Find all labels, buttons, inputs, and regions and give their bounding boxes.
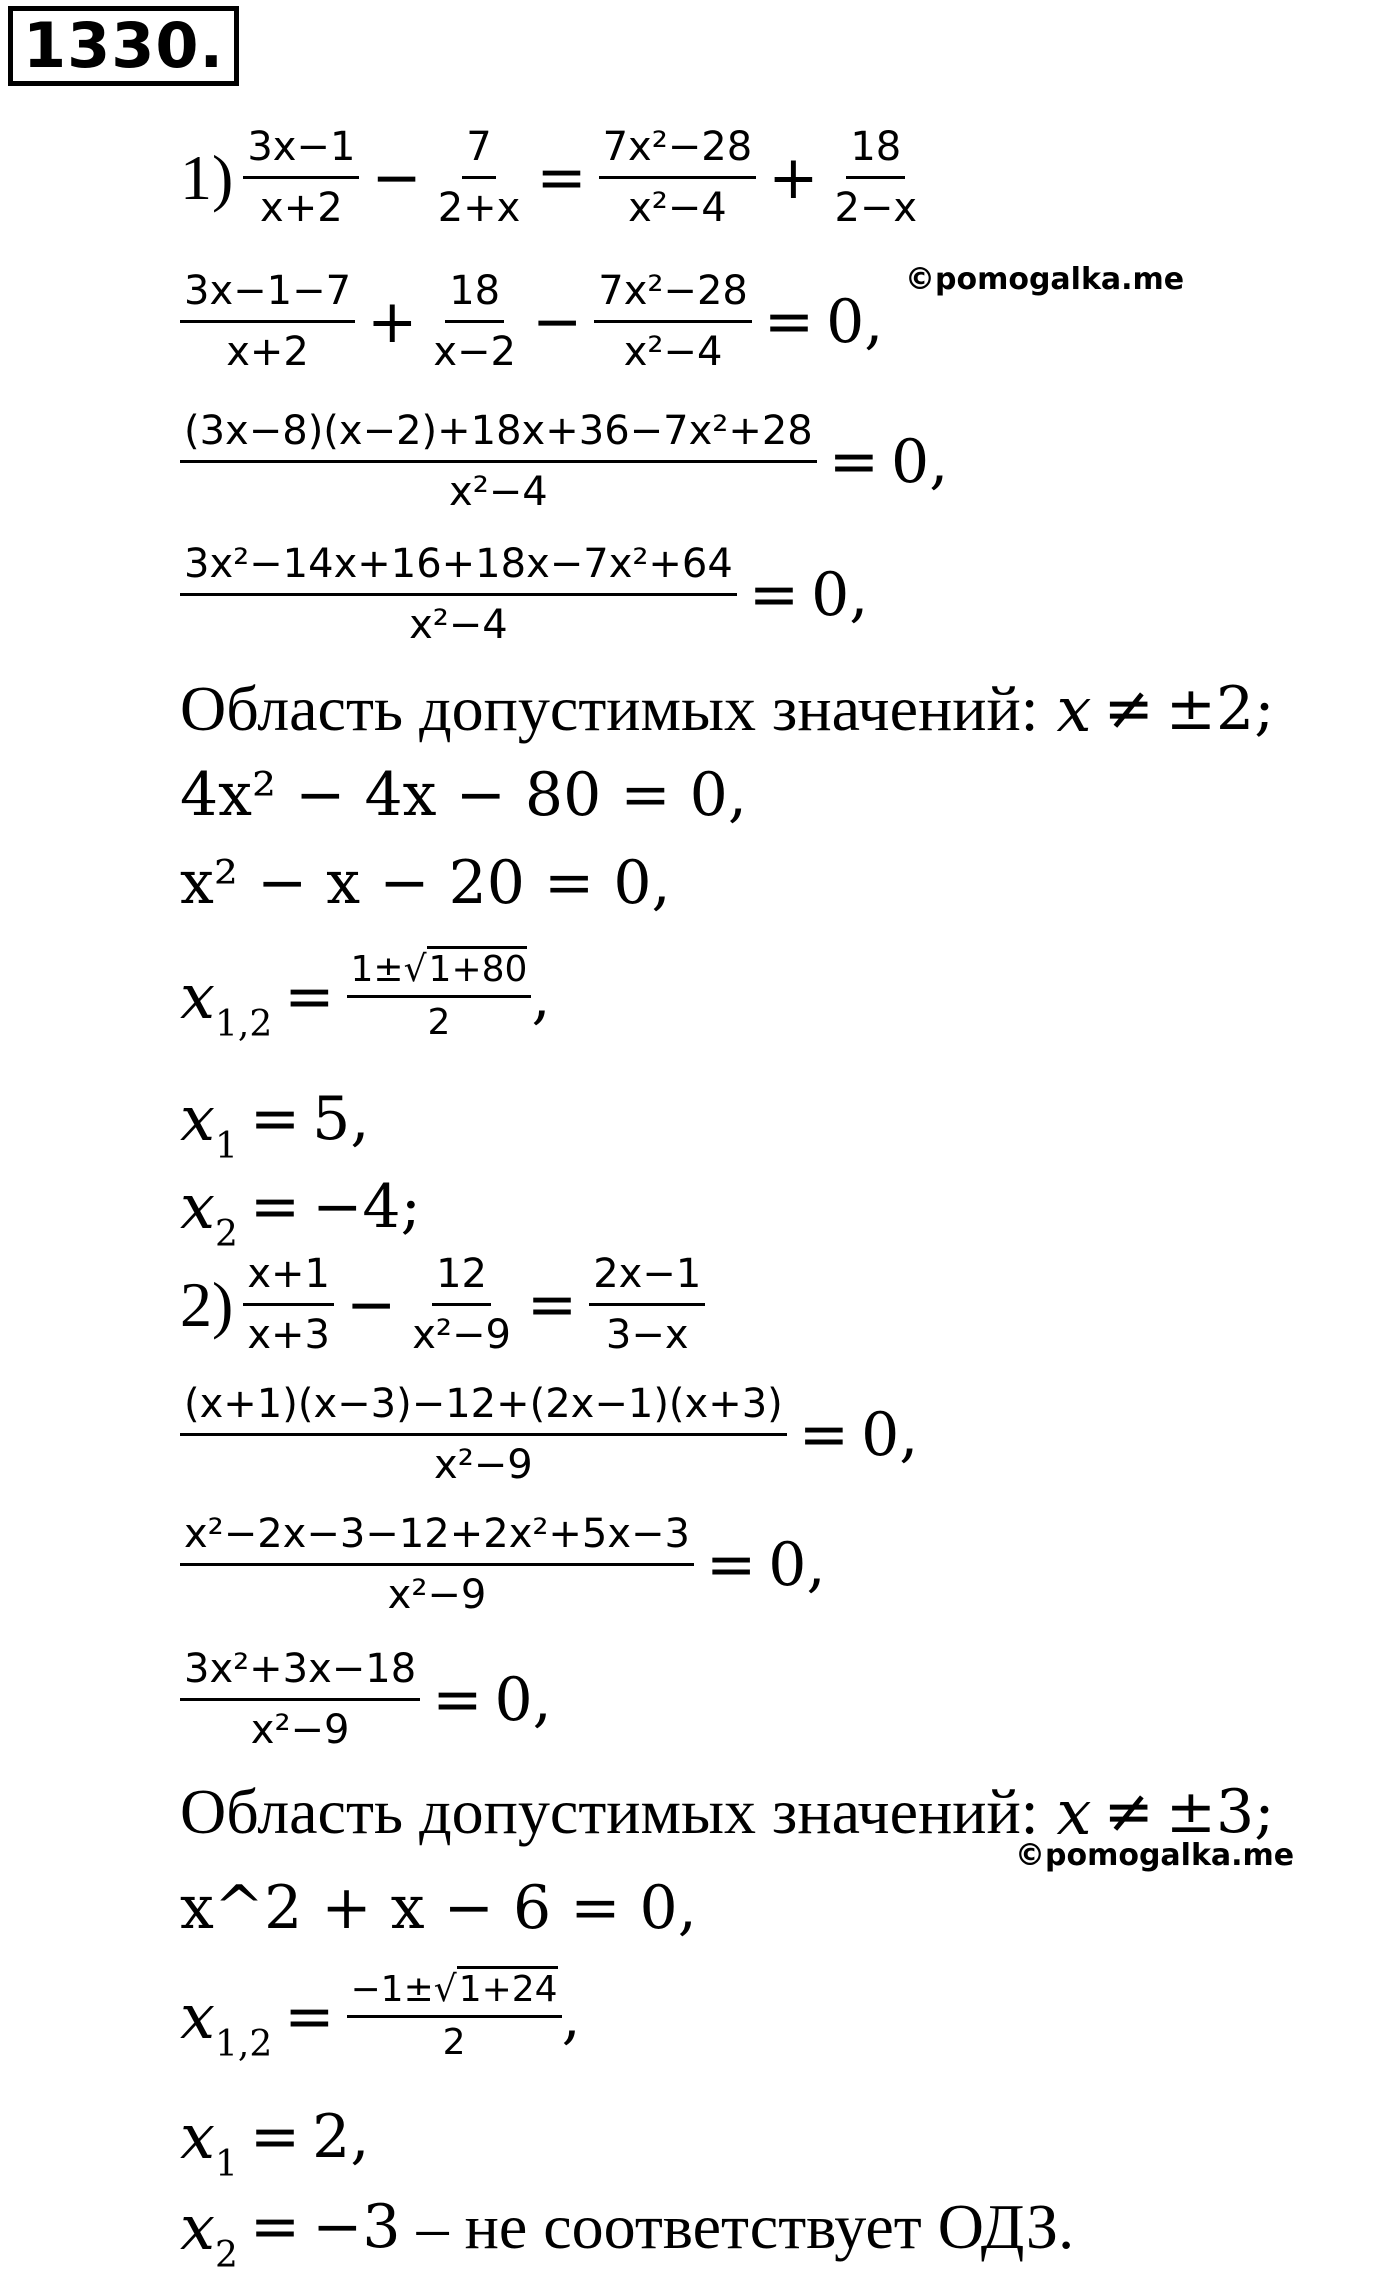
minus-sign: −	[345, 1269, 397, 1340]
numerator: x²−2x−3−12+2x²+5x−3	[180, 1505, 694, 1566]
zero: 0,	[768, 1529, 826, 1600]
numerator: 7	[462, 118, 495, 179]
numerator: (x+1)(x−3)−12+(2x−1)(x+3)	[180, 1375, 787, 1436]
odz-text: Область допустимых значений:	[180, 673, 1039, 744]
minus-sign: −	[531, 286, 583, 357]
p1-quadratic	[180, 760, 747, 830]
equation-text: 4x² − 4x − 80 = 0,	[180, 760, 747, 830]
root-value: 2,	[312, 2101, 370, 2172]
odz-value: ±2;	[1165, 674, 1275, 744]
p2-step2	[180, 1505, 826, 1624]
minus-sign: −	[371, 142, 422, 213]
p2-label: 2)	[180, 1268, 234, 1340]
equals-sign: =	[284, 961, 335, 1032]
p2-equation	[180, 1245, 705, 1364]
numerator: 7x²−28	[594, 262, 752, 323]
odz-note: – не соответствует ОДЗ.	[416, 2191, 1075, 2262]
zero: 0,	[891, 426, 949, 497]
zero: 0,	[861, 1399, 919, 1470]
p2-quadratic	[180, 1873, 697, 1943]
fraction	[180, 1375, 787, 1494]
p1-step1	[180, 262, 883, 381]
fraction	[180, 402, 817, 521]
plus-sign: +	[768, 142, 819, 213]
equals-sign: =	[748, 559, 800, 630]
fraction	[347, 945, 532, 1048]
fraction	[434, 118, 525, 237]
denominator: 2+x	[437, 185, 521, 231]
numerator: 3x−1−7	[180, 262, 355, 323]
p1-equation	[180, 118, 921, 237]
numerator: (3x−8)(x−2)+18x+36−7x²+28	[180, 402, 817, 463]
equals-sign: =	[798, 1399, 850, 1470]
equals-sign: =	[249, 2192, 301, 2262]
denominator: 3−x	[605, 1312, 689, 1358]
root-value: −4;	[312, 1171, 421, 1242]
var-x: x	[1056, 1775, 1092, 1849]
p1-root-x1	[180, 1082, 370, 1167]
odz-value: ±3;	[1165, 1777, 1275, 1847]
denominator: x²−4	[628, 185, 727, 231]
numerator: 12	[432, 1245, 491, 1306]
equals-sign: =	[828, 426, 880, 497]
equals-sign: =	[249, 1171, 301, 1242]
equals-sign: =	[432, 1664, 483, 1735]
fraction	[429, 262, 520, 381]
denominator: 2	[442, 2022, 466, 2063]
equation-text: x^2 + x − 6 = 0,	[180, 1873, 697, 1943]
p1-label: 1)	[180, 141, 234, 213]
not-equal-sign: ≠	[1103, 1777, 1154, 1847]
p1-odz	[180, 672, 1274, 746]
denominator: x²−4	[623, 329, 723, 375]
var-x: $x_{1,2}$	[180, 1980, 273, 2065]
denominator: 2−x	[834, 185, 918, 231]
numerator: 3x²+3x−18	[180, 1640, 420, 1701]
p2-step3	[180, 1640, 552, 1759]
zero: 0,	[811, 559, 869, 630]
denominator: 2	[427, 1002, 451, 1043]
equals-sign: =	[526, 1269, 578, 1340]
comma: ,	[531, 961, 551, 1032]
fraction	[599, 118, 757, 237]
numerator: x+1	[243, 1245, 334, 1306]
odz-text: Область допустимых значений:	[180, 1776, 1039, 1847]
var-x: $x_1$	[180, 2100, 238, 2185]
numerator: 1±√1+80	[347, 945, 532, 998]
zero: 0,	[826, 286, 884, 357]
denominator: x²−4	[449, 469, 548, 515]
fraction	[594, 262, 752, 381]
watermark: ©pomogalka.me	[1015, 1838, 1295, 1873]
var-x: $x_1$	[180, 1082, 238, 1167]
denominator: x²−4	[409, 602, 508, 648]
equals-sign: =	[249, 1083, 301, 1154]
not-equal-sign: ≠	[1103, 674, 1154, 744]
denominator: x+2	[260, 185, 343, 231]
p1-step3	[180, 535, 868, 654]
problem-number: 1330.	[8, 6, 239, 86]
p1-step2	[180, 402, 948, 521]
denominator: x−2	[433, 329, 516, 375]
numerator: 18	[445, 262, 504, 323]
fraction	[180, 1640, 420, 1759]
numerator: −1±√1+24	[347, 1965, 562, 2018]
numerator: 3x−1	[243, 118, 359, 179]
var-x: $x_{1,2}$	[180, 960, 273, 1045]
fraction	[408, 1245, 515, 1364]
var-x: $x_2$	[180, 2190, 238, 2276]
plus-sign: +	[367, 286, 418, 357]
root-value: −3	[312, 2192, 401, 2262]
fraction	[243, 118, 359, 237]
p1-root-x2	[180, 1170, 421, 1255]
var-x: $x_2$	[180, 1170, 238, 1255]
fraction	[180, 262, 355, 381]
fraction	[830, 118, 921, 237]
zero: 0,	[494, 1664, 552, 1735]
equals-sign: =	[536, 142, 587, 213]
denominator: x+3	[247, 1312, 330, 1358]
denominator: x²−9	[387, 1572, 487, 1618]
fraction	[243, 1245, 334, 1364]
root-value: 5,	[312, 1083, 370, 1154]
fraction	[589, 1245, 705, 1364]
equals-sign: =	[706, 1529, 757, 1600]
numerator: 7x²−28	[599, 118, 757, 179]
p2-root-x1	[180, 2100, 370, 2185]
p1-quadratic-reduced	[180, 848, 671, 918]
equals-sign: =	[249, 2101, 301, 2172]
comma: ,	[561, 1981, 581, 2052]
denominator: x+2	[226, 329, 309, 375]
p1-roots-formula	[180, 945, 551, 1048]
denominator: x²−9	[250, 1707, 350, 1753]
var-x: x	[1056, 672, 1092, 746]
fraction	[347, 1965, 562, 2068]
equals-sign: =	[763, 286, 815, 357]
denominator: x²−9	[434, 1442, 533, 1488]
watermark: ©pomogalka.me	[905, 262, 1185, 297]
numerator: 2x−1	[589, 1245, 705, 1306]
numerator: 3x²−14x+16+18x−7x²+64	[180, 535, 737, 596]
fraction	[180, 535, 737, 654]
equation-text: x² − x − 20 = 0,	[180, 848, 671, 918]
p2-roots-formula	[180, 1965, 581, 2068]
denominator: x²−9	[412, 1312, 511, 1358]
equals-sign: =	[284, 1981, 335, 2052]
p2-step1	[180, 1375, 918, 1494]
fraction	[180, 1505, 694, 1624]
p2-root-x2	[180, 2190, 1075, 2276]
numerator: 18	[846, 118, 905, 179]
